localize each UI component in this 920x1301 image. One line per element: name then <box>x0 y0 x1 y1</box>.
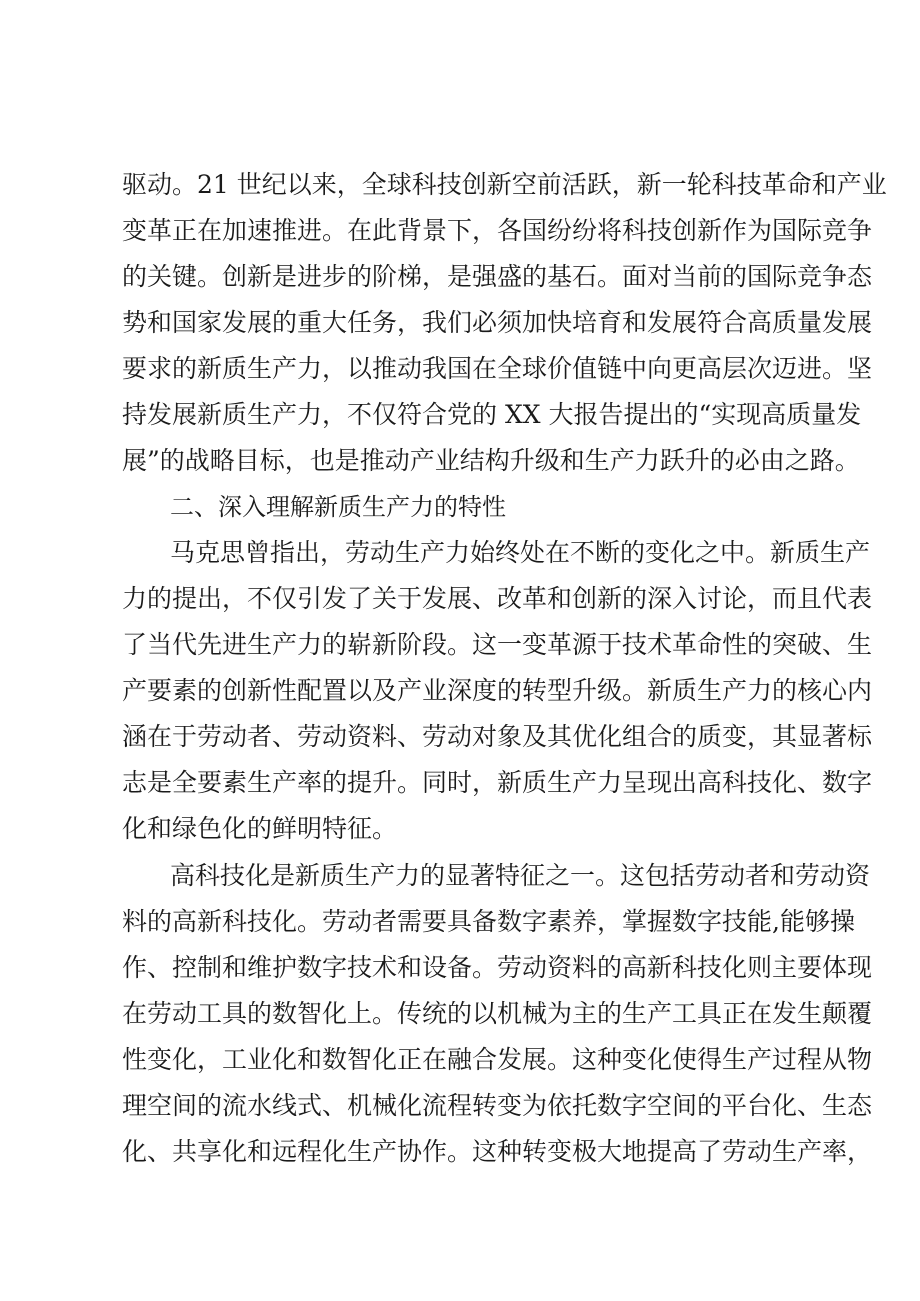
paragraph-1-line-7: 展”的战略目标，也是推动产业结构升级和生产力跃升的必由之路。 <box>122 446 860 475</box>
paragraph-3-line-6: 理空间的流水线式、机械化流程转变为依托数字空间的平台化、生态 <box>122 1091 873 1120</box>
paragraph-1-line-2: 变革正在加速推进。在此背景下，各国纷纷将科技创新作为国际竞争 <box>122 216 873 245</box>
paragraph-2-line-3: 了当代先进生产力的崭新阶段。这一变革源于技术革命性的突破、生 <box>122 630 873 659</box>
paragraph-2-line-2: 力的提出，不仅引发了关于发展、改革和创新的深入讨论，而且代表 <box>122 584 873 613</box>
paragraph-2-line-7: 化和绿色化的鲜明特征。 <box>122 814 398 843</box>
paragraph-1-line-1: 驱动。21 世纪以来，全球科技创新空前活跃，新一轮科技革命和产业 <box>122 170 887 199</box>
paragraph-3-line-3: 作、控制和维护数字技术和设备。劳动资料的高新科技化则主要体现 <box>122 953 873 982</box>
section-heading: 二、深入理解新质生产力的特性 <box>170 493 506 521</box>
paragraph-1-line-3: 的关键。创新是进步的阶梯，是强盛的基石。面对当前的国际竞争态 <box>122 262 873 291</box>
paragraph-3-line-1: 高科技化是新质生产力的显著特征之一。这包括劳动者和劳动资 <box>170 861 871 890</box>
paragraph-3-line-2: 料的高新科技化。劳动者需要具备数字素养，掌握数字技能,能够操 <box>122 907 855 936</box>
paragraph-3-line-5: 性变化，工业化和数智化正在融合发展。这种变化使得生产过程从物 <box>122 1045 873 1074</box>
paragraph-3-line-7: 化、共享化和远程化生产协作。这种转变极大地提高了劳动生产率， <box>122 1137 873 1166</box>
paragraph-2-line-1: 马克思曾指出，劳动生产力始终处在不断的变化之中。新质生产 <box>170 538 871 567</box>
paragraph-3-line-4: 在劳动工具的数智化上。传统的以机械为主的生产工具正在发生颠覆 <box>122 999 873 1028</box>
paragraph-2-line-5: 涵在于劳动者、劳动资料、劳动对象及其优化组合的质变，其显著标 <box>122 722 873 751</box>
paragraph-2-line-6: 志是全要素生产率的提升。同时，新质生产力呈现出高科技化、数字 <box>122 768 873 797</box>
paragraph-2-line-4: 产要素的创新性配置以及产业深度的转型升级。新质生产力的核心内 <box>122 676 873 705</box>
paragraph-1-line-5: 要求的新质生产力，以推动我国在全球价值链中向更高层次迈进。坚 <box>122 354 873 383</box>
paragraph-1-line-4: 势和国家发展的重大任务，我们必须加快培育和发展符合高质量发展 <box>122 308 873 337</box>
paragraph-1-line-6: 持发展新质生产力，不仅符合党的 XX 大报告提出的“实现高质量发 <box>122 400 862 429</box>
